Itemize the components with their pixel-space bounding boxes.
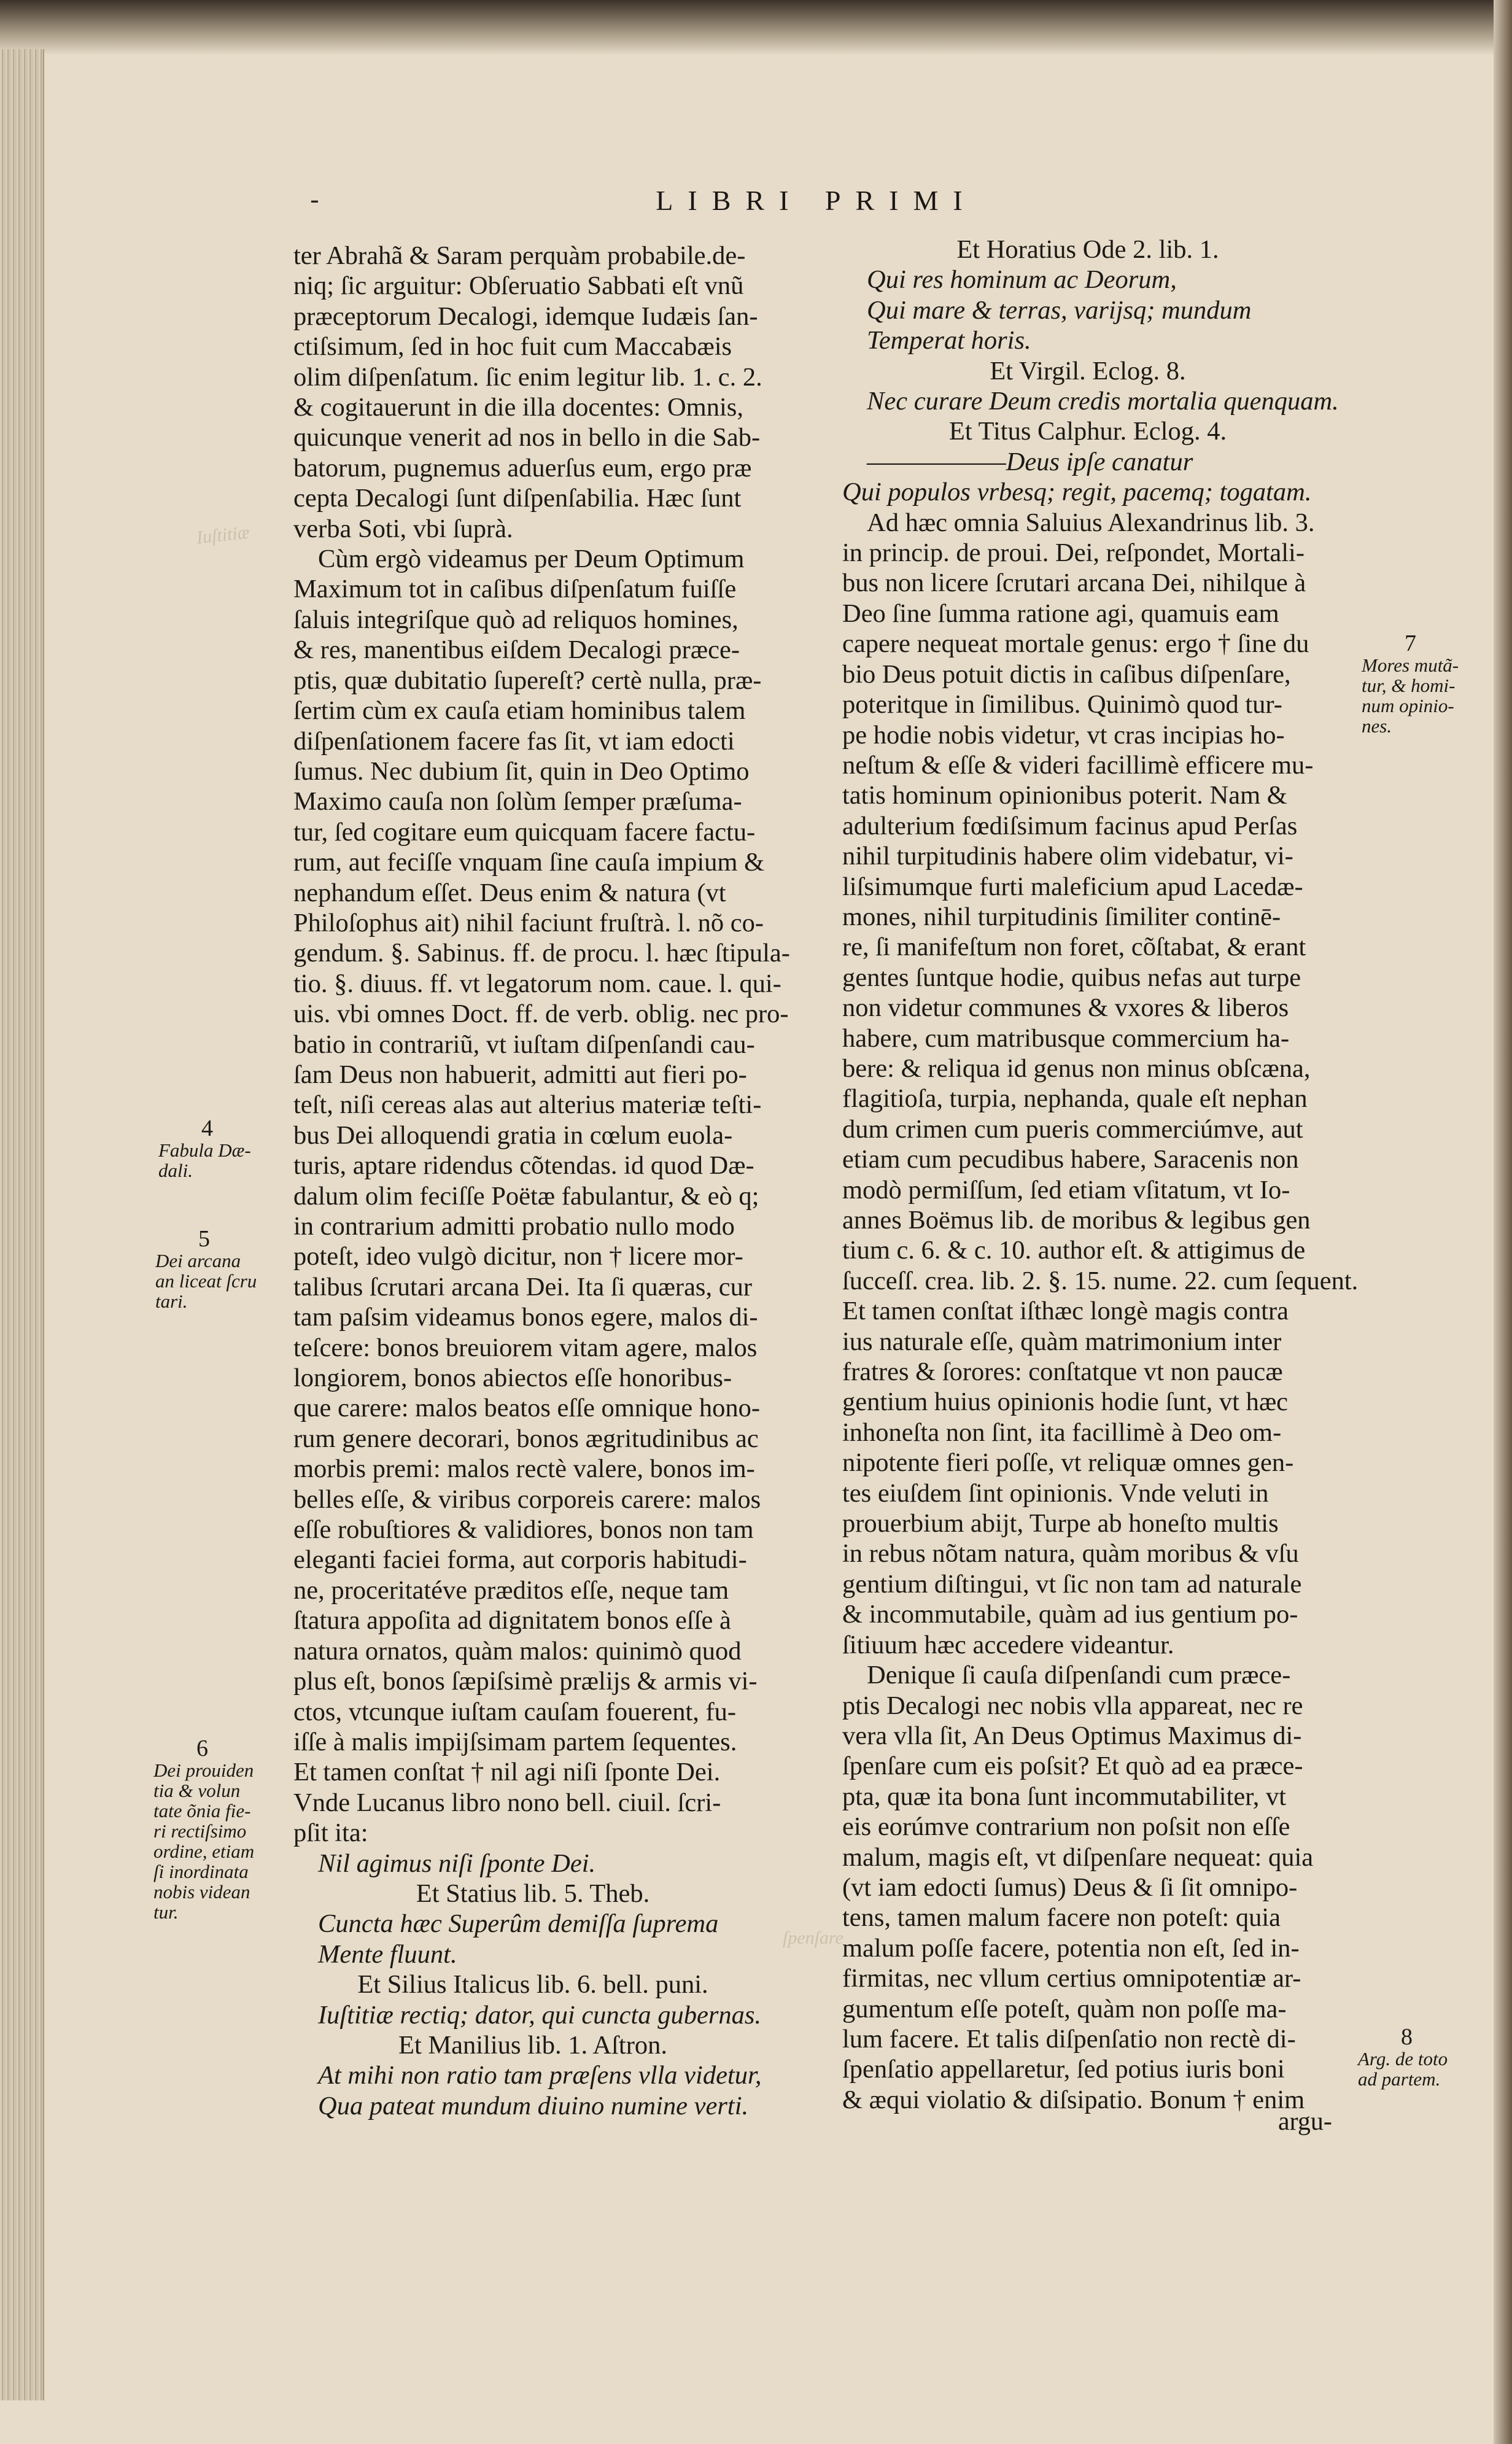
- text-line: in princip. de proui. Dei, reſpondet, Mortali-: [842, 538, 1305, 568]
- text-column-right: [842, 235, 1358, 2115]
- text-line: etiam cum pecudibus habere, Saracenis non: [842, 1145, 1299, 1174]
- text-line: Qua pateat mundum diuino numine verti.: [318, 2091, 749, 2120]
- text-line: poteritque in ſimilibus. Quinimò quod tur-: [842, 690, 1282, 720]
- text-line: ctiſsimum, ſed in hoc fuit cum Maccabæis: [293, 332, 732, 362]
- text-line: ter Abrahã & Saram perquàm probabile.de-: [293, 241, 746, 270]
- text-line: capere nequeat mortale genus: ergo † ſine du: [842, 629, 1309, 659]
- text-line: Qui res hominum ac Deorum,: [867, 265, 1177, 295]
- margin-note-line: ſi inordinata: [153, 1861, 249, 1882]
- text-line: natura ornatos, quàm malos: quinimò quod: [293, 1636, 742, 1666]
- text-line: & æqui violatio & diſsipatio. Bonum † enim: [842, 2085, 1305, 2114]
- text-line: uis. vbi omnes Doct. ff. de verb. oblig. nec pro-: [293, 999, 789, 1029]
- text-line: liſsimumque furti maleficium apud Lacedæ-: [842, 872, 1303, 901]
- text-line: plus eſt, bonos ſæpiſsimè prælijs & armis vi-: [293, 1667, 758, 1696]
- margin-note-line: tate õnia fie-: [153, 1800, 251, 1821]
- text-line: talibus ſcrutari arcana Dei. Ita ſi quæras, cur: [293, 1272, 752, 1302]
- text-line: verba Soti, vbi ſuprà.: [293, 514, 513, 543]
- text-line: eſſe robuſtiores & validiores, bonos non tam: [293, 1515, 754, 1545]
- margin-note-line: tia & volun: [153, 1780, 241, 1801]
- text-line: ius naturale eſſe, quàm matrimonium inter: [842, 1327, 1282, 1356]
- text-line: gendum. §. Sabinus. ff. de procu. l. hæc ſtipula-: [293, 939, 790, 968]
- text-line: in rebus nõtam natura, quàm moribus & vſu: [842, 1539, 1299, 1569]
- text-line: quicunque venerit ad nos in bello in die Sab-: [293, 423, 761, 452]
- text-line: bus non licere ſcrutari arcana Dei, nihilque à: [842, 568, 1306, 598]
- text-line: & cogitauerunt in die illa docentes: Omnis,: [293, 393, 743, 422]
- catchword: argu-: [1278, 2108, 1332, 2136]
- bleed-through-text: ſpenſare: [783, 1928, 843, 1948]
- margin-note-line: ordine, etiam: [153, 1841, 255, 1862]
- text-line: turis, aptare ridendus cõtendas. id quod Dæ-: [293, 1151, 754, 1181]
- text-line: modò permiſſum, ſed etiam vſitatum, vt Io-: [842, 1175, 1290, 1205]
- text-line: eleganti faciei forma, aut corporis habitudi-: [293, 1545, 747, 1575]
- margin-note-line: an liceat ſcru: [155, 1270, 257, 1292]
- text-line: ſertim cùm ex cauſa etiam hominibus talem: [293, 696, 746, 726]
- text-line: ctos, vtcunque iuſtam cauſam fouerent, fu-: [293, 1697, 737, 1726]
- text-line: Vnde Lucanus libro nono bell. ciuil. ſcri-: [293, 1788, 721, 1817]
- margin-note-line: nobis videan: [153, 1881, 250, 1903]
- text-line: ſucceſſ. crea. lib. 2. §. 15. nume. 22. cum ſequent.: [842, 1266, 1359, 1295]
- text-line: Et Statius lib. 5. Theb.: [416, 1879, 650, 1908]
- text-line: teſcere: bonos breuiorem vitam agere, malos: [293, 1333, 758, 1362]
- text-line: ſitiuum hæc accedere videantur.: [842, 1630, 1174, 1659]
- text-line: re, ſi manifeſtum non foret, cõſtabat, & erant: [842, 933, 1306, 962]
- text-line: tium c. 6. & c. 10. author eſt. & attigimus de: [842, 1236, 1306, 1265]
- text-line: ptis, quæ dubitatio ſupereſt? certè nulla, præ-: [293, 665, 762, 695]
- text-line: tatis hominum opinionibus poterit. Nam &: [842, 781, 1287, 810]
- text-line: gentium huius opinionis hodie ſunt, vt hæc: [842, 1387, 1289, 1417]
- text-line: belles eſſe, & viribus corporeis carere: malos: [293, 1484, 761, 1514]
- text-line: ſpenſare cum eis poſsit? Et quò ad ea præce-: [842, 1752, 1303, 1781]
- text-line: bio Deus potuit dictis in caſibus diſpenſare,: [842, 659, 1291, 689]
- text-line: rum, aut feciſſe vnquam ſine cauſa impium &: [293, 848, 765, 877]
- text-line: Denique ſi cauſa diſpenſandi cum præce-: [867, 1661, 1291, 1690]
- margin-note-5: [155, 1226, 257, 1312]
- page-right-edge: [1494, 0, 1512, 2444]
- text-line: gentium diſtingui, vt ſic non tam ad naturale: [842, 1569, 1302, 1599]
- text-line: firmitas, nec vllum certius omnipotentiæ ar-: [842, 1964, 1301, 1993]
- header-dash: -: [310, 184, 319, 215]
- margin-note-number: 4: [201, 1115, 213, 1141]
- margin-note-7: [1362, 630, 1459, 737]
- text-line: malum, magis eſt, vt diſpenſare nequeat: quia: [842, 1842, 1314, 1872]
- text-line: morbis premi: malos rectè valere, bonos im-: [293, 1454, 755, 1484]
- text-line: Maximum tot in caſibus diſpenſatum fuiſſe: [293, 575, 737, 604]
- text-line: fratres & ſorores: conſtatque vt non paucæ: [842, 1357, 1283, 1387]
- text-line: Ad hæc omnia Saluius Alexandrinus lib. 3.: [867, 508, 1315, 537]
- margin-note-line: tari.: [155, 1290, 188, 1312]
- text-line: ſumus. Nec dubium ſit, quin in Deo Optimo: [293, 756, 750, 786]
- text-line: Iuſtitiæ rectiq; dator, qui cuncta gubernas.: [318, 2000, 762, 2030]
- text-line: annes Boëmus lib. de moribus & legibus gen: [842, 1206, 1311, 1235]
- text-line: adulterium fœdiſsimum facinus apud Perſas: [842, 811, 1298, 840]
- text-line: niq; ſic arguitur: Obſeruatio Sabbati eſt vnũ: [293, 271, 744, 301]
- text-line: teſt, niſi cereas alas aut alterius materiæ teſti-: [293, 1090, 762, 1120]
- text-line: Et Virgil. Eclog. 8.: [990, 356, 1186, 386]
- text-line: bere: & reliqua id genus non minus obſcæna,: [842, 1053, 1311, 1083]
- text-line: pta, quæ ita bona ſunt incommutabiliter, vt: [842, 1782, 1287, 1811]
- margin-note-number: 6: [196, 1736, 208, 1761]
- text-line: vera vlla ſit, An Deus Optimus Maximus di-: [842, 1721, 1302, 1750]
- text-line: tur, ſed cogitare eum quicquam facere factu-: [293, 817, 756, 847]
- text-line: longiorem, bonos abiectos eſſe honoribus-: [293, 1364, 732, 1393]
- margin-note-line: ad partem.: [1358, 2068, 1441, 2090]
- text-line: ——————Deus ipſe canatur: [867, 447, 1193, 476]
- text-line: cepta Decalogi ſunt diſpenſabilia. Hæc ſunt: [293, 484, 742, 513]
- text-line: iſſe à malis impijſsimam partem ſequentes.: [293, 1727, 737, 1756]
- text-line: Et Silius Italicus lib. 6. bell. puni.: [357, 1970, 708, 2000]
- margin-note-line: Fabula Dæ-: [158, 1139, 251, 1161]
- text-line: præceptorum Decalogi, idemque Iudæis ſan-: [293, 301, 758, 331]
- text-line: ſaluis integriſque quò ad reliquos homines,: [293, 605, 739, 634]
- margin-note-line: nes.: [1362, 715, 1392, 737]
- text-line: (vt iam edocti ſumus) Deus & ſi ſit omnipo-: [842, 1872, 1298, 1902]
- text-column-left: [293, 241, 797, 2121]
- text-line: tes eiuſdem ſint opinionis. Vnde veluti in: [842, 1478, 1269, 1508]
- text-line: inhoneſta non ſint, ita facillimè à Deo om-: [842, 1418, 1282, 1447]
- text-line: At mihi non ratio tam præſens vlla videtur,: [318, 2061, 762, 2090]
- text-line: eis eorúmve contrarium non poſsit non eſſe: [842, 1812, 1290, 1842]
- margin-note-line: tur, & homi-: [1362, 675, 1456, 696]
- margin-note-line: num opinio-: [1362, 695, 1454, 716]
- margin-note-number: 5: [198, 1226, 210, 1252]
- text-line: Nil agimus niſi ſponte Dei.: [318, 1849, 596, 1878]
- text-line: gumentum eſſe poteſt, quàm non poſſe ma-: [842, 1994, 1287, 2023]
- text-line: nephandum eſſet. Deus enim & natura (vt: [293, 878, 726, 907]
- text-line: ſam Deus non habuerit, admitti aut fieri po-: [293, 1060, 747, 1089]
- margin-note-number: 7: [1405, 630, 1416, 656]
- text-line: olim diſpenſatum. ſic enim legitur lib. 1. c. 2.: [293, 362, 762, 392]
- margin-note-line: Dei arcana: [155, 1250, 241, 1271]
- text-line: nihil turpitudinis habere olim videbatur, vi-: [842, 842, 1293, 871]
- text-line: in contrarium admitti probatio nullo modo: [293, 1212, 735, 1241]
- margin-note-line: ri rectiſsimo: [153, 1820, 247, 1842]
- margin-note-4: [158, 1115, 251, 1181]
- text-line: ſpenſatio appellaretur, ſed potius iuris boni: [842, 2055, 1285, 2084]
- text-line: Et Horatius Ode 2. lib. 1.: [956, 235, 1219, 264]
- text-line: Maximo cauſa non ſolùm ſemper præſuma-: [293, 787, 742, 817]
- text-line: ſtatura appoſita ad dignitatem bonos eſſe à: [293, 1606, 731, 1635]
- text-line: non videtur communes & vxores & liberos: [842, 993, 1289, 1023]
- text-line: Et Manilius lib. 1. Aſtron.: [398, 2030, 667, 2060]
- text-line: tam paſsim videamus bonos egere, malos di-: [293, 1303, 758, 1332]
- margin-note-line: Dei prouiden: [153, 1759, 254, 1781]
- text-line: neſtum & eſſe & videri facillimè efficere mu-: [842, 750, 1314, 780]
- margin-note-6: [153, 1736, 255, 1923]
- text-line: batio in contrariũ, vt iuſtam diſpenſandi cau-: [293, 1030, 755, 1059]
- margin-note-number: 8: [1401, 2024, 1413, 2050]
- text-line: Nec curare Deum credis mortalia quenquam.: [867, 387, 1339, 416]
- text-line: Et tamen conſtat † nil agi niſi ſponte Dei.: [293, 1758, 721, 1787]
- bleed-through-text: Iuſtitiæ: [195, 522, 251, 548]
- text-line: batorum, pugnemus aduerſus eum, ergo præ: [293, 453, 752, 483]
- text-line: Cùm ergò videamus per Deum Optimum: [318, 545, 745, 574]
- running-head: LIBRI PRIMI: [656, 185, 977, 216]
- text-line: dum crimen cum pueris commerciúmve, aut: [842, 1114, 1303, 1144]
- text-line: tens, tamen malum facere non poteſt: quia: [842, 1903, 1281, 1933]
- text-line: pſit ita:: [293, 1818, 368, 1848]
- text-line: mones, nihil turpitudinis ſimiliter continē-: [842, 902, 1281, 931]
- text-line: rum genere decorari, bonos ægritudinibus ac: [293, 1424, 759, 1453]
- text-line: tio. §. diuus. ff. vt legatorum nom. caue. l. qui-: [293, 969, 781, 998]
- text-line: habere, cum matribusque commercium ha-: [842, 1023, 1290, 1053]
- text-line: Et Titus Calphur. Eclog. 4.: [948, 417, 1227, 446]
- text-line: flagitioſa, turpia, nephanda, quale eſt nephan: [842, 1084, 1308, 1114]
- text-line: Qui mare & terras, varijsq; mundum: [867, 295, 1252, 325]
- margin-note-line: Mores mutã-: [1362, 654, 1459, 676]
- text-line: Temperat horis.: [867, 326, 1031, 355]
- text-line: ptis Decalogi nec nobis vlla appareat, nec re: [842, 1691, 1303, 1720]
- text-line: diſpenſationem facere fas ſit, vt iam edocti: [293, 726, 735, 756]
- text-line: & res, manentibus eiſdem Decalogi præce-: [293, 635, 740, 665]
- text-line: Philoſophus ait) nihil faciunt fruſtrà. l. nõ co-: [293, 908, 764, 937]
- margin-note-line: dali.: [158, 1160, 193, 1181]
- text-line: Mente fluunt.: [318, 1939, 457, 1969]
- text-line: malum poſſe facere, potentia non eſt, ſed in-: [842, 1933, 1300, 1963]
- text-line: que carere: malos beatos eſſe omnique hono-: [293, 1394, 760, 1423]
- text-line: Qui populos vrbesq; regit, pacemq; togatam.: [842, 478, 1312, 507]
- text-line: lum facere. Et talis diſpenſatio non rectè di-: [842, 2024, 1296, 2054]
- book-binding-edge: [0, 49, 44, 2400]
- page-top-edge: [0, 0, 1512, 55]
- text-line: dalum olim feciſſe Poëtæ fabulantur, & eò q;: [293, 1181, 759, 1211]
- margin-note-8: [1358, 2024, 1448, 2090]
- text-line: pe hodie nobis videtur, vt cras incipias ho-: [842, 720, 1285, 750]
- margin-note-line: Arg. de toto: [1358, 2048, 1448, 2070]
- text-line: Deo ſine ſumma ratione agi, quamuis eam: [842, 599, 1279, 628]
- text-line: bus Dei alloquendi gratia in cœlum euola-: [293, 1120, 733, 1150]
- text-line: ne, proceritatéve præditos eſſe, neque tam: [293, 1575, 729, 1605]
- text-line: Cuncta hæc Superûm demiſſa ſuprema: [318, 1909, 719, 1939]
- text-line: Et tamen conſtat iſthæc longè magis contra: [842, 1297, 1289, 1326]
- text-line: poteſt, ideo vulgò dicitur, non † licere mor-: [293, 1242, 743, 1271]
- text-line: nipotente fieri poſſe, vt reliquæ omnes gen-: [842, 1448, 1294, 1478]
- margin-note-line: tur.: [153, 1901, 179, 1923]
- text-line: gentes ſuntque hodie, quibus nefas aut turpe: [842, 963, 1301, 992]
- text-line: & incommutabile, quàm ad ius gentium po-: [842, 1600, 1298, 1629]
- text-line: prouerbium abijt, Turpe ab honeſto multis: [842, 1509, 1279, 1538]
